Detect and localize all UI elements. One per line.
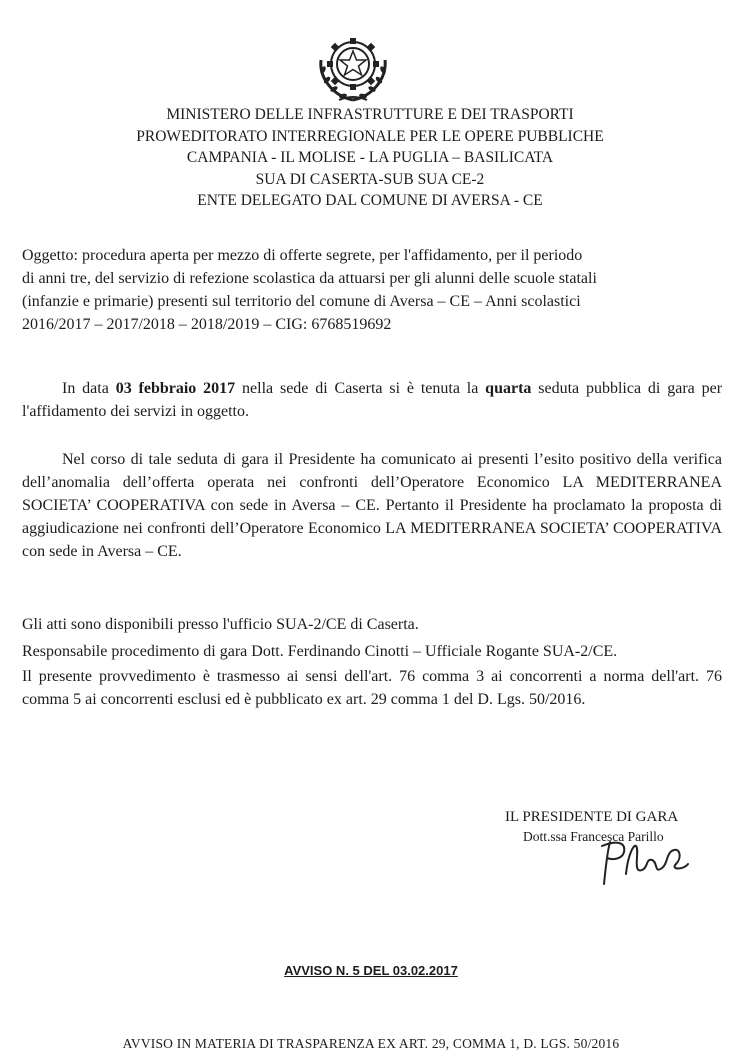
footer-transparency: AVVISO IN MATERIA DI TRASPARENZA EX ART. 29, COMMA 1, D. LGS. 50/2016 [122, 1036, 620, 1051]
header-ente: ENTE DELEGATO DAL COMUNE DI AVERSA - CE [197, 192, 543, 209]
session-text-mid: nella sede di Caserta si è tenuta la [235, 380, 486, 397]
session-text-pre: In data [62, 380, 116, 397]
subject-line: 2016/2017 – 2017/2018 – 2018/2019 – CIG: 6768519692 [22, 316, 392, 333]
italian-republic-emblem-icon [315, 30, 391, 104]
responsible-note: Responsabile procedimento di gara Dott. Ferdinando Cinotti – Ufficiale Rogante SUA-2/CE. [22, 643, 618, 660]
session-ordinal: quarta [485, 380, 532, 397]
subject-line: di anni tre, del servizio di refezione scolastica da attuarsi per gli alunni delle scuole statali [22, 270, 597, 287]
session-text-post: seduta pubblica di gara per l'affidamento dei servizi in oggetto. [22, 380, 723, 420]
session-paragraph [22, 377, 722, 423]
signature-title: IL PRESIDENTE DI GARA [505, 809, 679, 825]
info-paragraph [22, 613, 722, 711]
session-date: 03 febbraio 2017 [115, 380, 236, 397]
header-ministry: MINISTERO DELLE INFRASTRUTTURE E DEI TRASPORTI [166, 106, 574, 123]
transmission-note: Il presente provvedimento è trasmesso ai sensi dell'art. 76 comma 3 ai concorrenti a norma dell'art. 76 comma 5 ai concorrenti esclusi ed è pubblicato ex art. 29 comma 1 del D. Lgs. 50/2016. [22, 668, 722, 708]
signature-name: Dott.ssa Francesca Parillo [523, 829, 664, 844]
subject-paragraph [22, 244, 722, 336]
header-sua: SUA DI CASERTA-SUB SUA CE-2 [255, 170, 485, 188]
subject-line: Oggetto: procedura aperta per mezzo di offerte segrete, per l'affidamento, per il periodo [22, 247, 583, 264]
availability-note: Gli atti sono disponibili presso l'ufficio SUA-2/CE di Caserta. [22, 616, 419, 633]
notice-number: AVVISO N. 5 DEL 03.02.2017 [284, 963, 458, 978]
outcome-paragraph: Nel corso di tale seduta di gara il Presidente ha comunicato ai presenti l’esito positivo della verifica dell’anomalia dell’offerta operata nei confronti dell’Operatore Economico LA MEDITERRANEA SOCIETA’ COOPERATIVA con sede in Aversa – CE. Pertanto il Presidente ha proclamato la proposta di aggiudicazione nei confronti dell’Operatore Economico LA MEDITERRANEA SOCIETA’ COOPERATIVA con sede in Aversa – CE. [22, 451, 722, 560]
handwritten-signature [596, 834, 696, 894]
document-header [60, 104, 680, 212]
header-provveditorato: PROWEDITORATO INTERREGIONALE PER LE OPERE PUBBLICHE [136, 127, 604, 145]
subject-line: (infanzie e primarie) presenti sul territorio del comune di Aversa – CE – Anni scolastici [22, 293, 581, 310]
header-regions: CAMPANIA - IL MOLISE - LA PUGLIA – BASILICATA [186, 149, 554, 166]
